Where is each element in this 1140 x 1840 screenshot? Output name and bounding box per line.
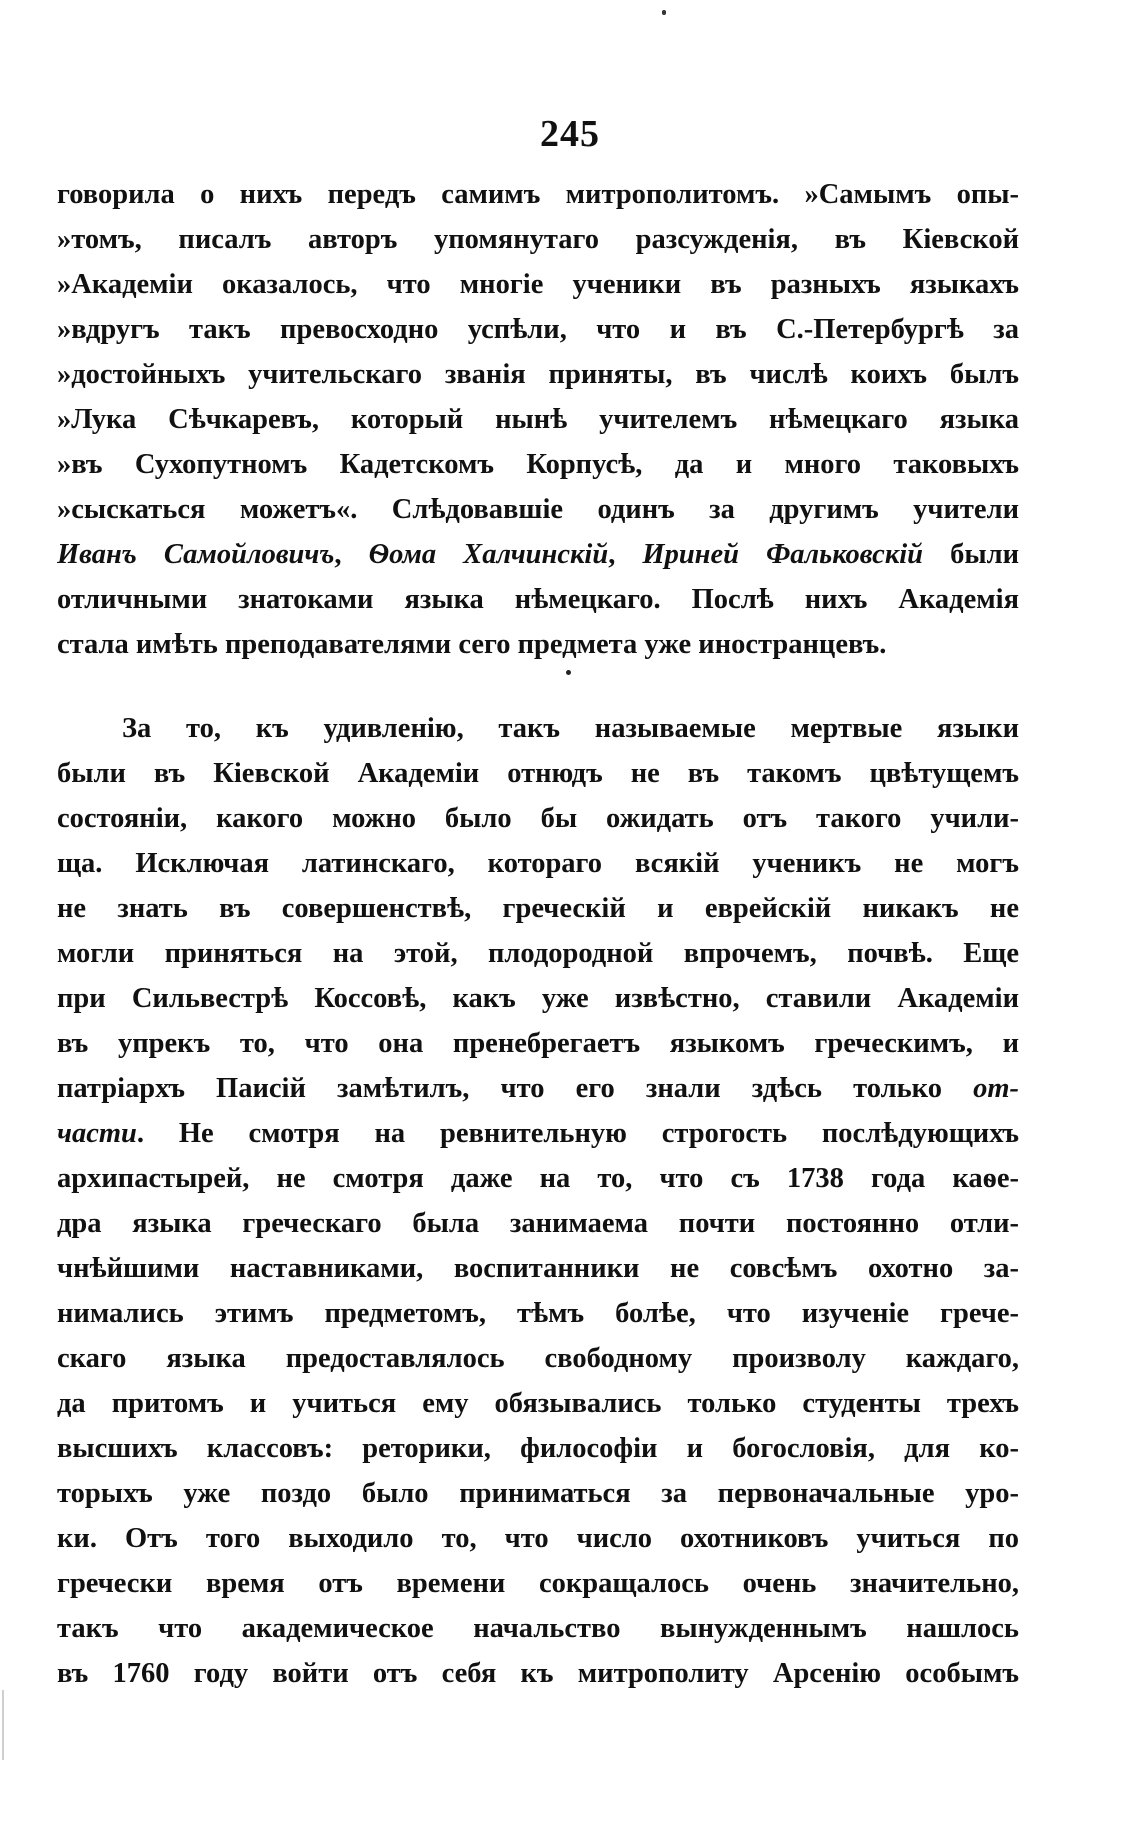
page-edge-mark: [2, 1690, 4, 1760]
text-line: [57, 1066, 1019, 1111]
text-line: состояніи, какого можно было бы ожидать отъ такого учили-: [57, 803, 1019, 834]
text-line: »Академіи оказалось, что многіе ученики въ разныхъ языкахъ: [57, 269, 1019, 300]
text-line: »въ Сухопутномъ Кадетскомъ Корпусѣ, да и много таковыхъ: [57, 449, 1019, 480]
text-line: ща. Исключая латинскаго, котораго всякій ученикъ не могъ: [57, 848, 1019, 879]
text-line: такъ что академическое начальство вынужденнымъ нашлось: [57, 1613, 1019, 1644]
italic-word: части: [57, 1118, 137, 1149]
line-text: . Не смотря на ревнительную строгость послѣдующихъ: [136, 1118, 1019, 1149]
text-line: да притомъ и учиться ему обязывались только студенты трехъ: [57, 1388, 1019, 1419]
text-line: стала имѣть преподавателями сего предмета уже иностранцевъ.: [57, 629, 887, 660]
line-text: патріархъ Паисій замѣтилъ, что его знали здѣсь только: [57, 1073, 942, 1104]
text-line: »достойныхъ учительскаго званія приняты, въ числѣ коихъ былъ: [57, 359, 1019, 390]
teacher-name: Ѳома Халчинскій: [368, 539, 609, 570]
line-tail: были: [923, 539, 1019, 570]
names-line: [57, 532, 1019, 577]
text-line: гречески время отъ времени сокращалось очень значительно,: [57, 1568, 1019, 1599]
text-line: говорила о нихъ передъ самимъ митрополитомъ. »Самымъ опы-: [57, 179, 1019, 210]
text-line: нимались этимъ предметомъ, тѣмъ болѣе, что изученіе грече-: [57, 1298, 1019, 1329]
text-line: могли приняться на этой, плодородной впрочемъ, почвѣ. Еще: [57, 938, 1019, 969]
text-line: ки. Отъ того выходило то, что число охотниковъ учиться по: [57, 1523, 1019, 1554]
italic-word: от-: [973, 1073, 1019, 1104]
text-line: »вдругъ такъ превосходно успѣли, что и въ С.-Петербургѣ за: [57, 314, 1019, 345]
text-line: при Сильвестрѣ Коссовѣ, какъ уже извѣстно, ставили Академіи: [57, 983, 1019, 1014]
text-line: были въ Кіевской Академіи отнюдъ не въ такомъ цвѣтущемъ: [57, 758, 1019, 789]
text-line: чнѣйшими наставниками, воспитанники не совсѣмъ охотно за-: [57, 1253, 1019, 1284]
section-mark: [566, 670, 571, 675]
teacher-name: Ириней Фальковскій: [642, 539, 924, 570]
text-line: дра языка греческаго была занимаема почти постоянно отли-: [57, 1208, 1019, 1239]
text-line: За то, къ удивленію, такъ называемые мертвые языки: [122, 713, 1019, 744]
separator: ,: [334, 539, 369, 570]
text-line: высшихъ классовъ: реторики, философіи и богословія, для ко-: [57, 1433, 1019, 1464]
text-line: торыхъ уже поздо было приниматься за первоначальные уро-: [57, 1478, 1019, 1509]
page-number: 245: [540, 113, 600, 155]
text-line: »томъ, писалъ авторъ упомянутаго разсужденія, въ Кіевской: [57, 224, 1019, 255]
paragraph-2: [57, 706, 1019, 1696]
paragraph-1: [57, 172, 1019, 667]
text-line: скаго языка предоставлялось свободному произволу каждаго,: [57, 1343, 1019, 1374]
text-line: »Лука Сѣчкаревъ, который нынѣ учителемъ нѣмецкаго языка: [57, 404, 1019, 435]
teacher-name: Иванъ Самойловичъ: [57, 539, 335, 570]
text-line: не знать въ совершенствѣ, греческій и еврейскій никакъ не: [57, 893, 1019, 924]
text-line: архипастырей, не смотря даже на то, что съ 1738 года каѳе-: [57, 1163, 1019, 1194]
scan-speck: [662, 10, 666, 15]
text-line: [57, 1111, 1019, 1156]
separator: ,: [608, 539, 643, 570]
text-line: въ 1760 году войти отъ себя къ митрополиту Арсенію особымъ: [57, 1658, 1019, 1689]
text-line: »сыскаться можетъ«. Слѣдовавшіе одинъ за другимъ учители: [57, 494, 1019, 525]
text-line: въ упрекъ то, что она пренебрегаетъ языкомъ греческимъ, и: [57, 1028, 1019, 1059]
text-line: отличными знатоками языка нѣмецкаго. Послѣ нихъ Академія: [57, 584, 1019, 615]
